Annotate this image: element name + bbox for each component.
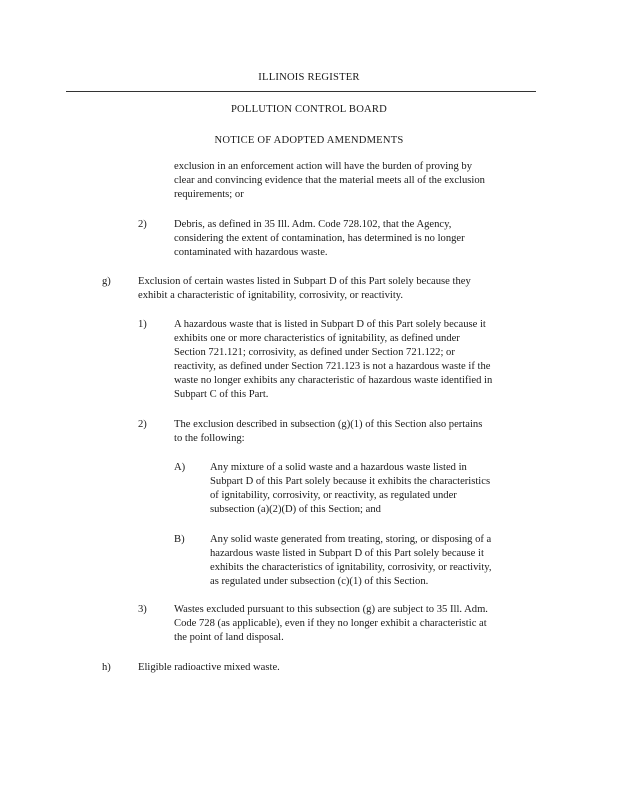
- subsection-g-text: [138, 275, 516, 303]
- text-line: Wastes excluded pursuant to this subsection (g) are subject to 35 Ill. Adm.: [174, 604, 488, 615]
- text-line: hazardous waste listed in Subpart D of this Part solely because it: [210, 548, 484, 559]
- carryover-paragraph: [174, 160, 512, 202]
- text-line: requirements; or: [174, 189, 244, 200]
- notice-title: NOTICE OF ADOPTED AMENDMENTS: [214, 135, 404, 146]
- text-line: exclusion in an enforcement action will have the burden of proving by: [174, 161, 473, 172]
- text-line: A hazardous waste that is listed in Subpart D of this Part solely because it: [174, 319, 486, 330]
- text-line: exhibit a characteristic of ignitability, corrosivity, or reactivity.: [138, 290, 404, 301]
- text-line: subsection (a)(2)(D) of this Section; and: [210, 504, 381, 515]
- subsection-g-label: g): [102, 276, 111, 287]
- g3-label: 3): [138, 604, 147, 615]
- item-2-text: [174, 218, 516, 260]
- g2-label: 2): [138, 419, 147, 430]
- item-2-label: 2): [138, 219, 147, 230]
- text-line: Debris, as defined in 35 Ill. Adm. Code 728.102, that the Agency,: [174, 219, 452, 230]
- g2A-label: A): [174, 462, 186, 473]
- header-rule: [66, 91, 536, 92]
- text-line: to the following:: [174, 433, 245, 444]
- text-line: considering the extent of contamination, has determined is no longer: [174, 233, 465, 244]
- text-line: Section 721.121; corrosivity, as defined under Section 721.122; or: [174, 347, 455, 358]
- text-line: reactivity, as defined under Section 721.123 is not a hazardous waste if the: [174, 361, 491, 372]
- text-line: The exclusion described in subsection (g)(1) of this Section also pertains: [174, 419, 483, 430]
- text-line: as regulated under subsection (c)(1) of this Section.: [210, 576, 429, 587]
- g2B-text: [210, 533, 518, 589]
- subsection-h-label: h): [102, 662, 111, 673]
- g3-text: [174, 603, 516, 645]
- register-title: ILLINOIS REGISTER: [258, 72, 360, 83]
- text-line: exhibits one or more characteristics of ignitability, as defined under: [174, 333, 460, 344]
- text-line: clear and convincing evidence that the material meets all of the exclusion: [174, 175, 485, 186]
- g1-text: [174, 318, 516, 402]
- g2-text: [174, 418, 516, 446]
- text-line: exhibits the characteristics of ignitability, corrosivity, or reactivity,: [210, 562, 492, 573]
- text-line: Any mixture of a solid waste and a hazardous waste listed in: [210, 462, 467, 473]
- text-line: waste no longer exhibits any characteristic of hazardous waste identified in: [174, 375, 493, 386]
- subsection-h-text: Eligible radioactive mixed waste.: [138, 662, 280, 673]
- text-line: Subpart D of this Part solely because it exhibits the characteristics: [210, 476, 491, 487]
- text-line: contaminated with hazardous waste.: [174, 247, 328, 258]
- text-line: Subpart C of this Part.: [174, 389, 269, 400]
- g2B-label: B): [174, 534, 185, 545]
- text-line: Code 728 (as applicable), even if they no longer exhibit a characteristic at: [174, 618, 487, 629]
- text-line: the point of land disposal.: [174, 632, 284, 643]
- text-line: of ignitability, corrosivity, or reactivity, as regulated under: [210, 490, 457, 501]
- text-line: Any solid waste generated from treating, storing, or disposing of a: [210, 534, 492, 545]
- g1-label: 1): [138, 319, 147, 330]
- board-name: POLLUTION CONTROL BOARD: [230, 104, 388, 115]
- text-line: Exclusion of certain wastes listed in Subpart D of this Part solely because they: [138, 276, 471, 287]
- g2A-text: [210, 461, 518, 517]
